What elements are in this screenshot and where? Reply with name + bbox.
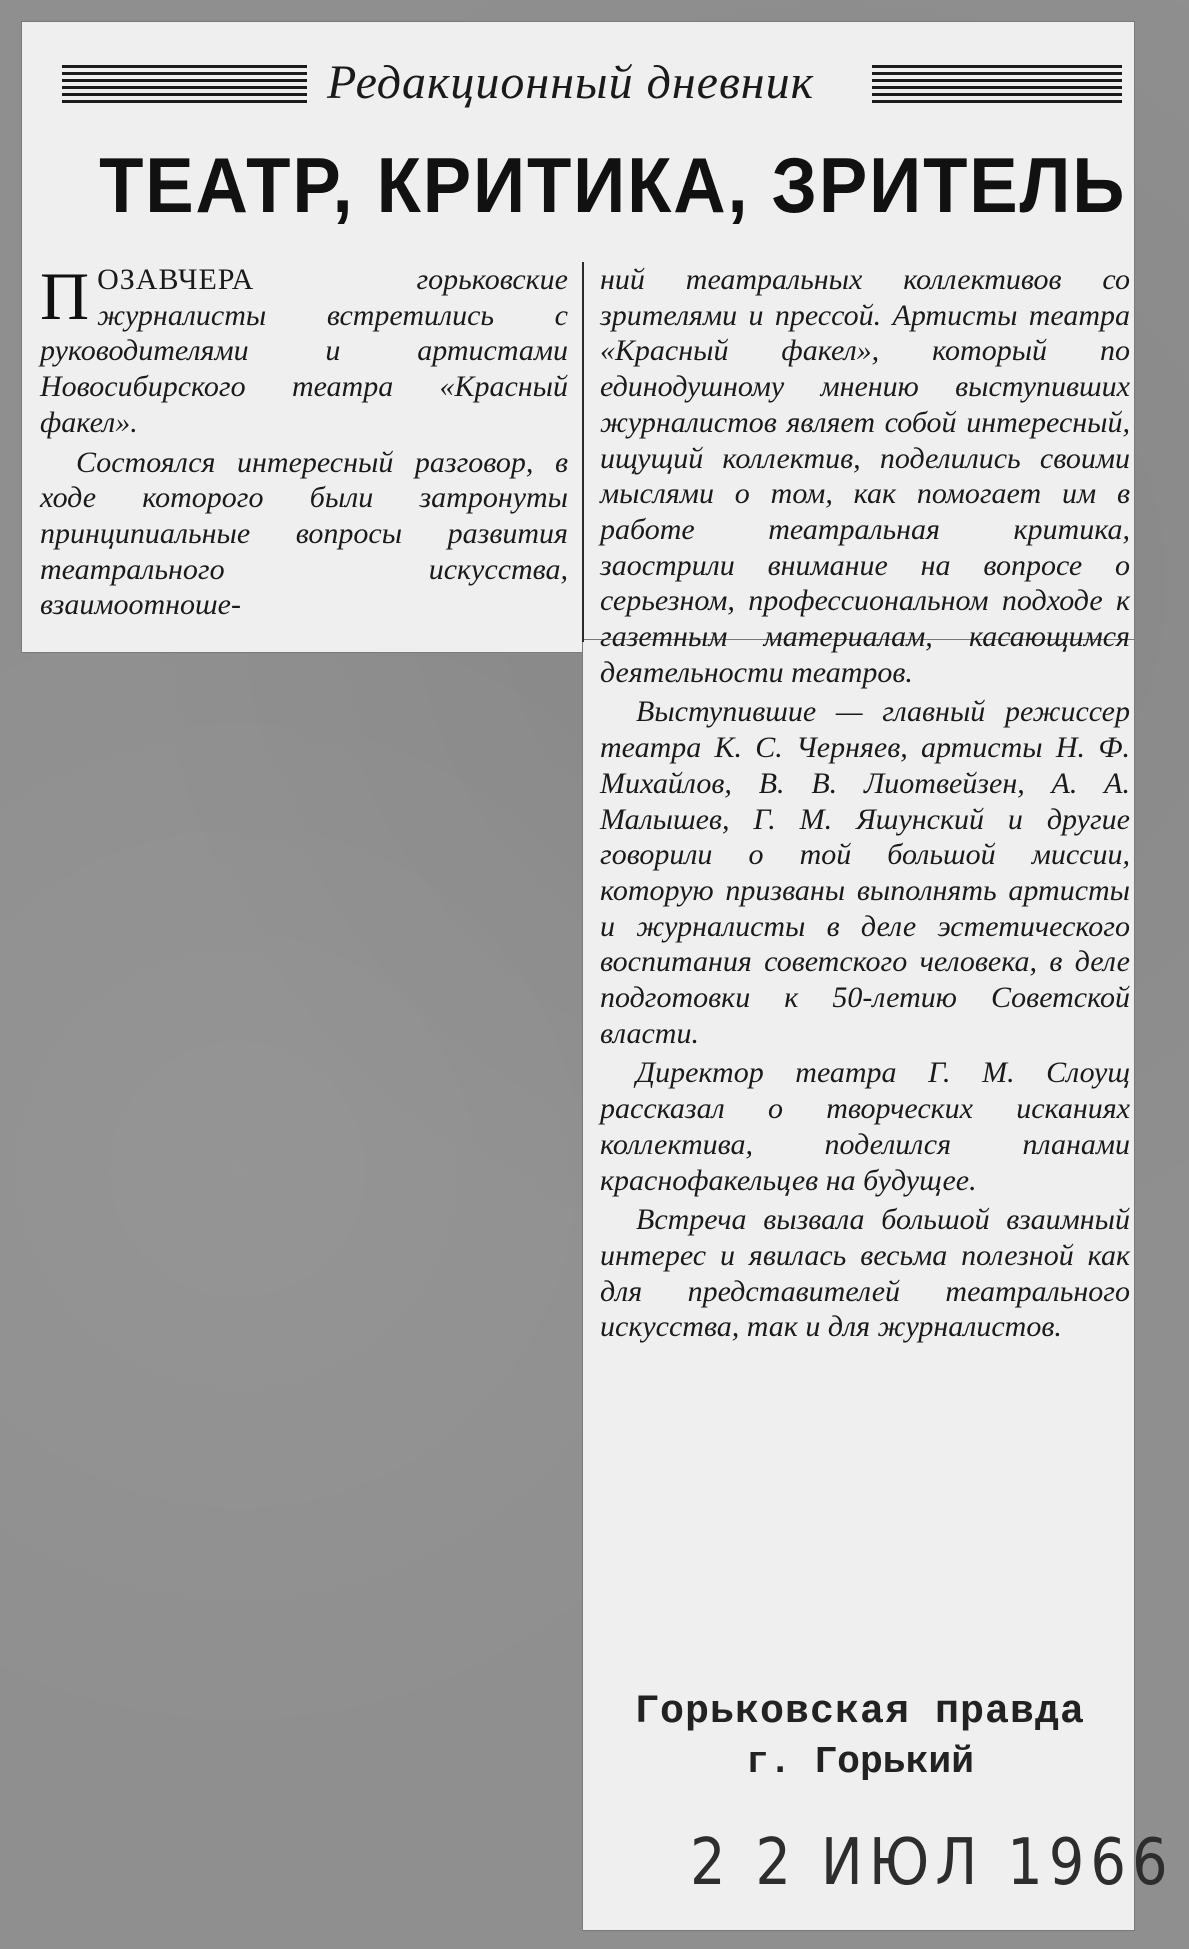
- source-city: г. Горький: [745, 1741, 975, 1784]
- headline: ТЕАТР, КРИТИКА, ЗРИТЕЛЬ: [99, 141, 1127, 229]
- article-paragraph: [40, 258, 568, 441]
- column-divider: [582, 262, 584, 642]
- date-stamp: 2 2 ИЮЛ 1966: [690, 1825, 1174, 1900]
- lead-caps: ОЗАВЧЕРА: [97, 263, 255, 296]
- article-paragraph: Состоялся интересный разговор, в ходе которого были затронуты принципиальные вопросы развития театрального искусства, взаимоотноше-: [40, 445, 568, 622]
- article-paragraph: Встреча вызвала большой взаимный интерес и явилась весьма полезной как для представителей театрального искусства, так и для журналистов.: [600, 1203, 1130, 1344]
- article-paragraph: ний театральных коллективов со зрителями и прессой. Артисты театра «Красный факел», который по единодушному мнению выступивших журналистов являет собой интересный, ищущий коллектив, поделились своими мыслями о том, как помогает им в работе театральная критика, заострили внимание на вопросе о серьезном, профессиональном подходе к газетным материалам, касающимся деятельности театров.: [600, 263, 1130, 689]
- article-column-left: [40, 258, 568, 623]
- dropcap: П: [40, 258, 90, 334]
- source-newspaper: Горьковская правда: [634, 1690, 1086, 1735]
- article-paragraph: Выступившие — главный режиссер театра К. С. Черняев, артисты Н. Ф. Михайлов, В. В. Лиотвейзен, А. А. Малышев, Г. М. Яшунский и другие говорили о той большой миссии, которую призваны выполнять артисты и журналисты в деле эстетического воспитания советского человека, в деле подготовки к 50-летию Советской власти.: [600, 695, 1130, 1050]
- rubric-header: [62, 55, 1122, 120]
- rubric-title: Редакционный дневник: [327, 56, 815, 109]
- article-column-right: [600, 262, 1130, 1345]
- rubric-rule-right: [872, 65, 1122, 105]
- article-paragraph: Директор театра Г. М. Слоущ рассказал о творческих исканиях коллектива, поделился планами краснофакельцев на будущее.: [600, 1056, 1130, 1197]
- source-stamp: [600, 1690, 1120, 1784]
- rubric-rule-left: [62, 65, 307, 105]
- lead-text: горьковские журналисты встретились с руководителями и артистами Новосибирского театра «Красный факел».: [40, 263, 568, 439]
